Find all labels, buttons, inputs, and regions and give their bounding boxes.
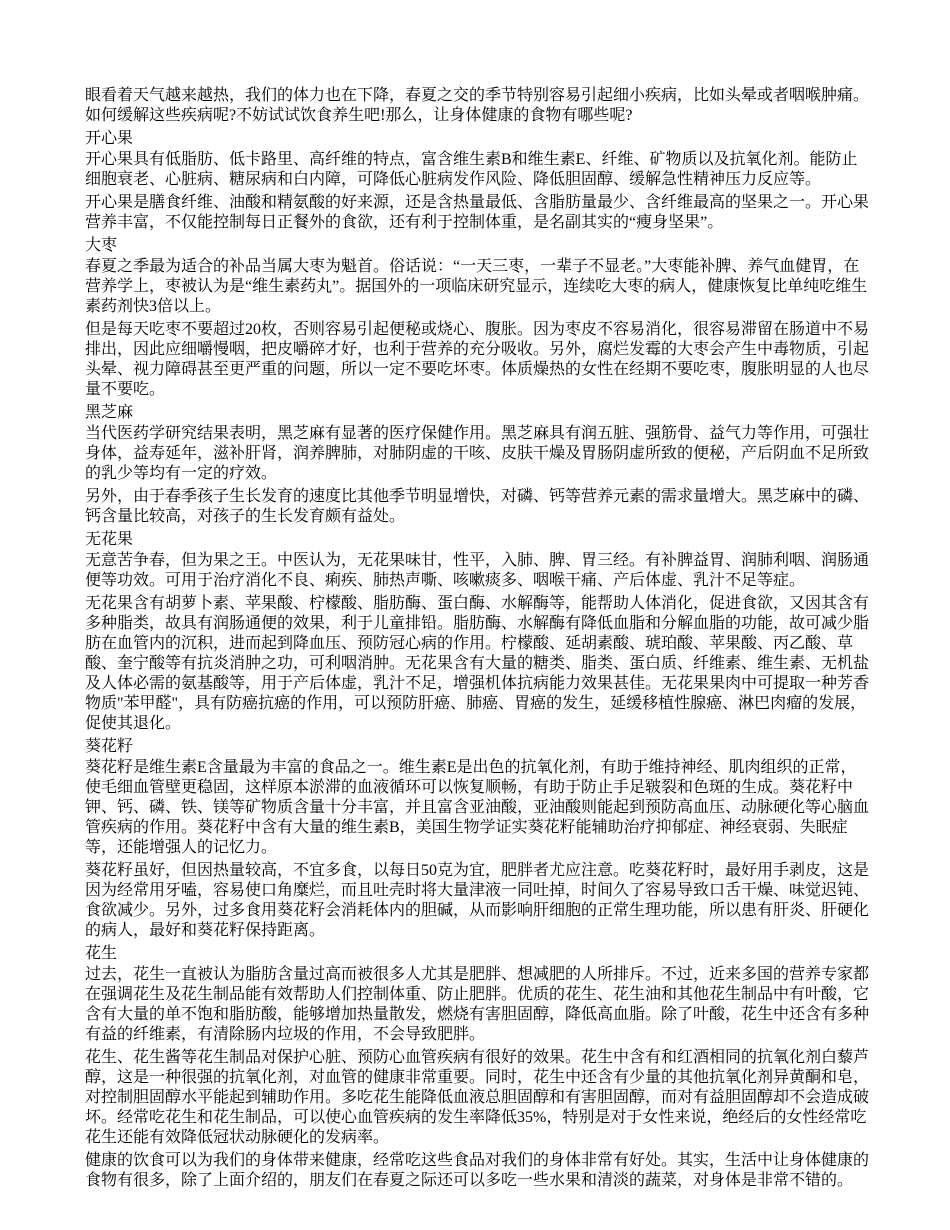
peanut-heading: 花生 (85, 945, 118, 962)
sunflower-seed-paragraph-2: 葵花籽虽好，但因热量较高，不宜多食，以每日50克为宜，肥胖者尤应注意。吃葵花籽时，最好用手剥皮，这是因为经常用牙嗑，容易使口角糜烂，而且吐壳时将大量津液一同吐掉，时间久了容易导致口舌干燥、味觉迟钝、食欲减少。另外，过多食用葵花籽会消耗体内的胆碱，从而影响肝细胞的正常生理功能，所以患有肝炎、肝硬化的病人，最好和葵花籽保持距离。 (85, 862, 870, 939)
jujube-paragraph-1: 春夏之季最为适合的补品当属大枣为魁首。俗话说：“一天三枣，一辈子不显老。”大枣能补脾、养气血健胃，在营养学上，枣被认为是“维生素药丸”。据国外的一项临床研究显示，连续吃大枣的病人，健康恢复比单纯吃维生素药剂快3倍以上。 (85, 258, 868, 315)
fig-heading: 无花果 (85, 531, 134, 548)
intro-paragraph: 眼看着天气越来越热，我们的体力也在下降，春夏之交的季节特别容易引起细小疾病，比如头晕或者咽喉肿痛。如何缓解这些疾病呢?不妨试试饮食养生吧!那么，让身体健康的食物有哪些呢? (85, 87, 870, 124)
jujube-heading: 大枣 (85, 237, 118, 254)
fig-paragraph-2: 无花果含有胡萝卜素、苹果酸、柠檬酸、脂肪酶、蛋白酶、水解酶等，能帮助人体消化，促进食欲，又因其含有多种脂类，故具有润肠通便的效果，利于儿童排铅。脂肪酶、水解酶有降低血脂和分解血脂的功能，故可减少脂肪在血管内的沉积，进而起到降血压、预防冠心病的作用。柠檬酸、延胡素酸、琥珀酸、苹果酸、丙乙酸、草酸、奎宁酸等有抗炎消肿之功，可利咽消肿。无花果含有大量的糖类、脂类、蛋白质、纤维素、维生素、无机盐及人体必需的氨基酸等，用于产后体虚，乳汁不足，增强机体抗病能力效果甚佳。无花果果肉中可提取一种芳香物质"苯甲醛"，具有防癌抗癌的作用，可以预防肝癌、肺癌、胃癌的发生，延缓移植性腺癌、淋巴肉瘤的发展，促使其退化。 (85, 595, 870, 732)
pistachio-paragraph-1: 开心果具有低脂肪、低卡路里、高纤维的特点，富含维生素B和维生素E、纤维、矿物质以及抗氧化剂。能防止细胞衰老、心脏病、糖尿病和白内障，可降低心脏病发作风险、降低胆固醇、缓解急性精神压力反应等。 (85, 151, 858, 188)
jujube-paragraph-2: 但是每天吃枣不要超过20枚，否则容易引起便秘或烧心、腹胀。因为枣皮不容易消化，很容易滞留在肠道中不易排出，因此应细嚼慢咽，把皮嚼碎才好，也利于营养的充分吸收。另外，腐烂发霉的大枣会产生中毒物质，引起头晕、视力障碍甚至更严重的问题，所以一定不要吃坏枣。体质燥热的女性在经期不要吃枣，腹胀明显的人也尽量不要吃。 (85, 321, 870, 398)
black-sesame-heading: 黑芝麻 (85, 404, 134, 421)
peanut-paragraph-2: 花生、花生酱等花生制品对保护心脏、预防心血管疾病有很好的效果。花生中含有和红酒相同的抗氧化剂白藜芦醇，这是一种很强的抗氧化剂，对血管的健康非常重要。同时，花生中还含有少量的其他抗氧化剂异黄酮和皂，对控制胆固醇水平能起到辅助作用。多吃花生能降低血液总胆固醇和有害胆固醇，而对有益胆固醇却不会造成破坏。经常吃花生和花生制品，可以使心血管疾病的发生率降低35%，特别是对于女性来说，绝经后的女性经常吃花生还能有效降低冠状动脉硬化的发病率。 (85, 1049, 870, 1146)
black-sesame-paragraph-1: 当代医药学研究结果表明，黑芝麻有显著的医疗保健作用。黑芝麻具有润五脏、强筋骨、益气力等作用，可强壮身体，益寿延年，滋补肝肾，润养脾肺，对肺阴虚的干咳、皮肤干燥及胃肠阴虚所致的便秘，产后阴血不足所致的乳少等均有一定的疗效。 (85, 425, 870, 482)
conclusion-paragraph: 健康的饮食可以为我们的身体带来健康，经常吃这些食品对我们的身体非常有好处。其实，生活中让身体健康的食物有很多，除了上面介绍的，朋友们在春夏之际还可以多吃一些水果和清淡的蔬菜，对身体是非常不错的。 (85, 1152, 870, 1189)
fig-paragraph-1: 无意苦争春，但为果之王。中医认为，无花果味甘，性平，入肺、脾、胃三经。有补脾益胃、润肺利咽、润肠通便等功效。可用于治疗消化不良、痢疾、肺热声嘶、咳嗽痰多、咽喉干痛、产后体虚、乳汁不足等症。 (85, 552, 870, 589)
peanut-paragraph-1: 过去，花生一直被认为脂肪含量过高而被很多人尤其是肥胖、想减肥的人所排斥。不过，近来多国的营养专家都在强调花生及花生制品能有效帮助人们控制体重、防止肥胖。优质的花生、花生油和其他花生制品中有叶酸，它含有大量的单不饱和脂肪酸，能够增加热量散发，燃烧有害胆固醇，降低高血脂。除了叶酸，花生中还含有多种有益的纤维素，有清除肠内垃圾的作用，不会导致肥胖。 (85, 966, 870, 1043)
pistachio-paragraph-2: 开心果是膳食纤维、油酸和精氨酸的好来源，还是含热量最低、含脂肪量最少、含纤维最高的坚果之一。开心果营养丰富，不仅能控制每日正餐外的食欲，还有利于控制体重，是名副其实的“瘦身坚果”。 (85, 194, 870, 231)
pistachio-heading: 开心果 (85, 130, 134, 147)
sunflower-seed-paragraph-1: 葵花籽是维生素E含量最为丰富的食品之一。维生素E是出色的抗氧化剂，有助于维持神经、肌肉组织的正常，使毛细血管壁更稳固，这样原本淤滞的血液循环可以恢复顺畅，有助于防止手足皲裂和色斑的生成。葵花籽中钾、钙、磷、铁、镁等矿物质含量十分丰富，并且富含亚油酸，亚油酸则能起到预防高血压、动脉硬化等心脑血管疾病的作用。葵花籽中含有大量的维生素B，美国生物学证实葵花籽能辅助治疗抑郁症、神经衰弱、失眠症等，还能增强人的记忆力。 (85, 759, 870, 856)
black-sesame-paragraph-2: 另外，由于春季孩子生长发育的速度比其他季节明显增快，对磷、钙等营养元素的需求量增大。黑芝麻中的磷、钙含量比较高，对孩子的生长发育颇有益处。 (85, 488, 870, 525)
article-body (85, 86, 869, 1194)
sunflower-seed-heading: 葵花籽 (85, 738, 134, 755)
